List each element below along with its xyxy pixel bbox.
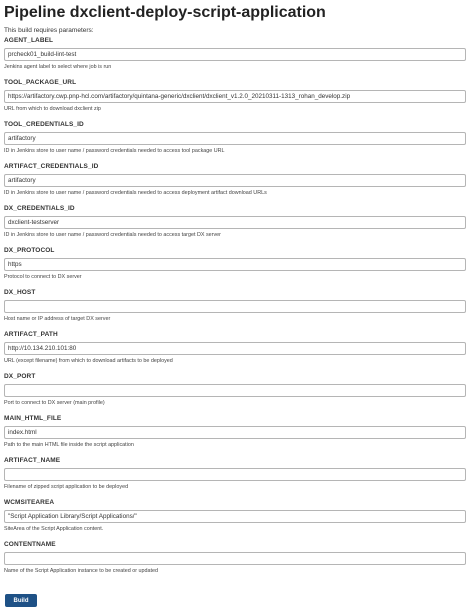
param-label: TOOL_PACKAGE_URL bbox=[4, 79, 77, 86]
param-description: URL from which to download dxclient zip bbox=[4, 106, 101, 112]
param-artifact-name bbox=[4, 455, 470, 497]
artifact-name-input[interactable] bbox=[4, 468, 466, 481]
param-artifact-credentials-id bbox=[4, 161, 470, 203]
param-description: Jenkins agent label to select where job is run bbox=[4, 64, 112, 70]
tool-package-url-input[interactable] bbox=[4, 90, 466, 103]
param-label: ARTIFACT_NAME bbox=[4, 457, 61, 464]
dx-host-input[interactable] bbox=[4, 300, 466, 313]
param-contentname bbox=[4, 539, 470, 581]
dx-credentials-id-input[interactable] bbox=[4, 216, 466, 229]
param-label: DX_HOST bbox=[4, 289, 36, 296]
param-label: MAIN_HTML_FILE bbox=[4, 415, 62, 422]
main-html-file-input[interactable] bbox=[4, 426, 466, 439]
param-description: Path to the main HTML file inside the script application bbox=[4, 442, 134, 448]
param-artifact-path bbox=[4, 329, 470, 371]
param-label: ARTIFACT_CREDENTIALS_ID bbox=[4, 163, 99, 170]
param-label: CONTENTNAME bbox=[4, 541, 56, 548]
param-label: DX_PORT bbox=[4, 373, 36, 380]
param-label: WCMSITEAREA bbox=[4, 499, 55, 506]
param-label: DX_CREDENTIALS_ID bbox=[4, 205, 75, 212]
param-label: TOOL_CREDENTIALS_ID bbox=[4, 121, 84, 128]
param-dx-port bbox=[4, 371, 470, 413]
dx-port-input[interactable] bbox=[4, 384, 466, 397]
dx-protocol-input[interactable] bbox=[4, 258, 466, 271]
param-description: Name of the Script Application instance to be created or updated bbox=[4, 568, 159, 574]
param-tool-package-url bbox=[4, 77, 470, 119]
param-tool-credentials-id bbox=[4, 119, 470, 161]
param-label: AGENT_LABEL bbox=[4, 37, 54, 44]
param-dx-host bbox=[4, 287, 470, 329]
param-dx-credentials-id bbox=[4, 203, 470, 245]
param-description: Protocol to connect to DX server bbox=[4, 274, 82, 280]
param-description: Port to connect to DX server (main profile) bbox=[4, 400, 105, 406]
param-description: URL (except filename) from which to download artifacts to be deployed bbox=[4, 358, 173, 364]
param-dx-protocol bbox=[4, 245, 470, 287]
build-button[interactable]: Build bbox=[5, 594, 37, 607]
contentname-input[interactable] bbox=[4, 552, 466, 565]
param-label: DX_PROTOCOL bbox=[4, 247, 55, 254]
intro-text: This build requires parameters: bbox=[4, 27, 94, 34]
param-description: ID in Jenkins store to user name / password credentials needed to access deployment artifact download URLs bbox=[4, 190, 267, 196]
artifact-credentials-id-input[interactable] bbox=[4, 174, 466, 187]
wcmsitearea-input[interactable] bbox=[4, 510, 466, 523]
param-label: ARTIFACT_PATH bbox=[4, 331, 58, 338]
page-title: Pipeline dxclient-deploy-script-application bbox=[4, 4, 326, 21]
param-agent-label bbox=[4, 35, 470, 77]
artifact-path-input[interactable] bbox=[4, 342, 466, 355]
param-description: ID in Jenkins store to user name / password credentials needed to access target DX server bbox=[4, 232, 221, 238]
param-description: Host name or IP address of target DX server bbox=[4, 316, 111, 322]
param-main-html-file bbox=[4, 413, 470, 455]
param-description: Filename of zipped script application to be deployed bbox=[4, 484, 129, 490]
param-description: ID in Jenkins store to user name / password credentials needed to access tool package URL bbox=[4, 148, 225, 154]
param-description: SiteArea of the Script Application content. bbox=[4, 526, 104, 532]
tool-credentials-id-input[interactable] bbox=[4, 132, 466, 145]
agent-label-input[interactable] bbox=[4, 48, 466, 61]
param-wcmsitearea bbox=[4, 497, 470, 539]
